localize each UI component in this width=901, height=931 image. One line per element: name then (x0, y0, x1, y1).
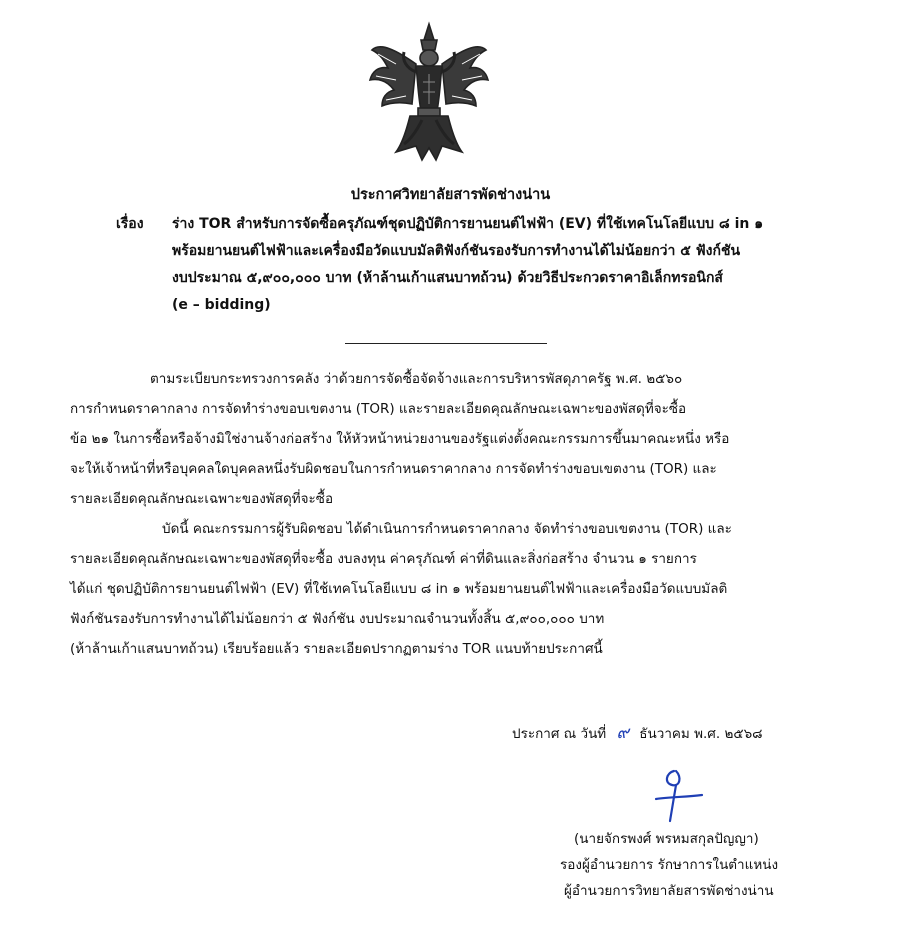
date-suffix: ธันวาคม พ.ศ. ๒๕๖๘ (639, 726, 763, 742)
paragraph-line: (ห้าล้านเก้าแสนบาทถ้วน) เรียบร้อยแล้ว รายละเอียดปรากฏตามร่าง TOR แนบท้ายประกาศนี้ (70, 641, 603, 657)
subject-line: ร่าง TOR สำหรับการจัดซื้อครุภัณฑ์ชุดปฏิบัติการยานยนต์ไฟฟ้า (EV) ที่ใช้เทคโนโลยีแบบ ๘ in ๑ (172, 216, 764, 232)
paragraph-line: ข้อ ๒๑ ในการซื้อหรือจ้างมิใช่งานจ้างก่อสร้าง ให้หัวหน้าหน่วยงานของรัฐแต่งตั้งคณะกรรมการขึ้นมาคณะหนึ่ง หรือ (70, 431, 730, 447)
signer-organization: ผู้อำนวยการวิทยาลัยสารพัดช่างน่าน (564, 883, 774, 899)
subject-line: (e – bidding) (172, 297, 271, 313)
paragraph-line: ฟังก์ชันรองรับการทำงานได้ไม่น้อยกว่า ๕ ฟังก์ชัน งบประมาณจำนวนทั้งสิ้น ๕,๙๐๐,๐๐๐ บาท (70, 611, 605, 627)
subject-line: งบประมาณ ๕,๙๐๐,๐๐๐ บาท (ห้าล้านเก้าแสนบาทถ้วน) ด้วยวิธีประกวดราคาอิเล็กทรอนิกส์ (172, 270, 723, 286)
paragraph-line: การกำหนดราคากลาง การจัดทำร่างขอบเขตงาน (TOR) และรายละเอียดคุณลักษณะเฉพาะของพัสดุที่จะซื้อ (70, 401, 687, 417)
paragraph-line: ตามระเบียบกระทรวงการคลัง ว่าด้วยการจัดซื้อจัดจ้างและการบริหารพัสดุภาครัฐ พ.ศ. ๒๕๖๐ (150, 371, 683, 387)
divider-rule (345, 343, 547, 344)
signer-block (560, 826, 850, 904)
signer-position: รองผู้อำนวยการ รักษาการในตำแหน่ง (560, 857, 779, 873)
date-prefix: ประกาศ ณ วันที่ (512, 726, 607, 742)
paragraph-line: ได้แก่ ชุดปฏิบัติการยานยนต์ไฟฟ้า (EV) ที่ใช้เทคโนโลยีแบบ ๘ in ๑ พร้อมยานยนต์ไฟฟ้าและเครื่องมือวัดแบบมัลติ (70, 581, 728, 597)
garuda-emblem-icon (366, 20, 492, 168)
paragraph-line: จะให้เจ้าหน้าที่หรือบุคคลใดบุคคลหนึ่งรับผิดชอบในการกำหนดราคากลาง การจัดทำร่างขอบเขตงาน (TOR) และ (70, 461, 717, 477)
paragraph-line: บัดนี้ คณะกรรมการผู้รับผิดชอบ ได้ดำเนินการกำหนดราคากลาง จัดทำร่างขอบเขตงาน (TOR) และ (162, 521, 732, 537)
paragraph-line: รายละเอียดคุณลักษณะเฉพาะของพัสดุที่จะซื้อ (70, 491, 334, 507)
date-day: ๙ (616, 723, 629, 743)
paragraph-regulation (70, 364, 860, 514)
announcement-date (512, 719, 763, 746)
paragraph-line: รายละเอียดคุณลักษณะเฉพาะของพัสดุที่จะซื้อ งบลงทุน ค่าครุภัณฑ์ ค่าที่ดินและสิ่งก่อสร้าง จำนวน ๑ รายการ (70, 551, 697, 567)
document-title: ประกาศวิทยาลัยสารพัดช่างน่าน (350, 187, 551, 203)
handwritten-signature (648, 763, 708, 825)
subject-block (116, 211, 856, 319)
subject-label: เรื่อง (116, 216, 144, 232)
paragraph-announcement (70, 514, 860, 664)
signer-name: (นายจักรพงศ์ พรหมสกุลปัญญา) (574, 831, 759, 847)
subject-line: พร้อมยานยนต์ไฟฟ้าและเครื่องมือวัดแบบมัลติฟังก์ชันรองรับการทำงานได้ไม่น้อยกว่า ๕ ฟังก์ชัน (172, 243, 741, 259)
